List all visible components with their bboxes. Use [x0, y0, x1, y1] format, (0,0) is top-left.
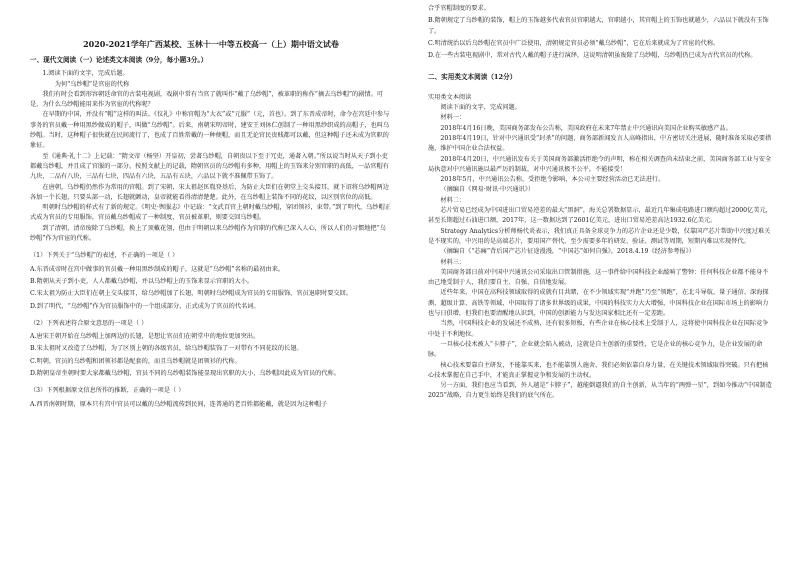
q3-option-c: C.明清统治以后乌纱帽在官员中广泛使用，清朝规定官员必须“戴乌纱帽”，它在后来就成为了官宦的代称。 [428, 39, 720, 47]
article-paragraph: 我们有时会看到形容朝廷命官的古装电视剧，戏剧中常有当官了就叫作“戴了乌纱帽”，被革职的称作“摘去乌纱帽”的剧情。可是，为什么乌纱帽能用来作为官宦的代称呢？ [30, 90, 383, 109]
material2-source: （摘编自《“芯痛”背后国产芯片征途漫漫，“中国芯”如何自强》，2018.4.19《经济参考报》） [440, 248, 695, 256]
q2-option-a: A.唐宋王朝开始在乌纱帽上加两边的长翅，是想让官员们在朝堂中的地位更加突出。 [30, 333, 260, 341]
title-spacer [30, 36, 392, 52]
q3-option-a-continued: 合乎官帽制度的要求。 [428, 5, 490, 12]
material1-paragraph: 2018年5月，中兴通讯公告称，受拒绝令影响，本公司主要经营活动已无法进行。 [440, 176, 665, 184]
material2-paragraph: Strategy Analytics分析师杨代炎表示，我们真正具备全球竞争力的芯片企业还是少数，仅靠国产芯片帮助中兴度过难关是不现实的，中兴用的是高端芯片，要用国产替代，至少需要多年的研发、验证、测试等周期，短期内难以实现替代。 [428, 227, 771, 245]
material3-paragraph: 美国商务部日前对中国中兴通讯公司采取出口管制措施，这一事件给中国科技企业敲响了警钟：任何科技企业都不能身不由己地受制于人，我们要自主、自强、自信地发展。 [428, 268, 769, 287]
material1-paragraph: 2018年4月16日晚，美国商务部发布公告称，美国政府在未来7年禁止中兴通讯向美国企业购买敏感产品。 [440, 124, 732, 132]
q1-stem: （1）下列关于“乌纱帽”的表述，不正确的一项是（ ） [30, 252, 179, 260]
spacer [428, 63, 772, 69]
article-paragraph: 到了清朝，清帝废除了乌纱帽，换上了顶戴花翎，但由于明朝以来乌纱帽作为官职的代称已深入人心，所以人们仍习惯地把“乌纱帽”作为官宦的代称。 [30, 224, 386, 243]
material2-label: 材料二： [440, 196, 466, 204]
material3-label: 材料三： [440, 258, 466, 266]
exam-title: 2020-2021学年广西某校、玉林十一中等五校高一（上）期中语文试卷 [83, 39, 339, 49]
material3-paragraph: 当然，中国科技企业的发展还不成熟，还有很多短板，有些企业在核心技术上受制于人，这将使中国科技企业在国际竞争中处于不利地位。 [428, 320, 769, 338]
q1-option-d: D.到了明代，“乌纱帽”作为官员服饰中的一个组成部分，正式成为了官员的代名词。 [30, 302, 260, 310]
question-intro: 1.阅读下面的文字，完成后题。 [42, 70, 129, 78]
material1-label: 材料一： [440, 114, 466, 122]
article-paragraph: 在唐朝，乌纱帽仍然作为常用的官帽。到了宋朝，宋太祖赵匡胤登基后，为防止大臣们在朝堂上交头接耳，就下诏将乌纱帽两边各加一个长翅，只要头部一动，长翅就颤动，皇帝就能看得清清楚楚。此外，在乌纱帽上装饰不同的花纹，以区别官位的高低。 [30, 183, 389, 201]
article-paragraph: 在早期的中国，并没有“帽”这样的叫法。《仪礼》中称官帽为“大衣”或“元服”（元，首也）。到了东晋成帝时，命令在宫廷中参与事务的官员戴一种用黑纱做成的帽子，叫做“乌纱帽”。后来，南朝宋明帝时，建安王刘休仁创制了一种用黑纱织成的高帽子，也叫乌纱帽。当时，这种帽子很快就在民间流行了，也成了百姓常戴的一种便帽，而且无论官民贵贱都可以戴，但这种帽子还未成为官职的象征。 [30, 111, 390, 150]
material1-paragraph: 2018年4月20日，中兴通讯发布关于美国商务部激活拒绝令的声明，称在相关调查尚未结束之前，美国商务部工业与安全局执意对中兴通讯施以最严厉的制裁，对中兴通讯极不公平，不能接受！ [428, 155, 772, 173]
section1-heading: 一、现代文阅读（一）论述类文本阅读（9分，每小题3分。） [30, 56, 208, 64]
q2-option-b: B.宋太祖时又改造了乌纱帽，为了区别上朝的各级官员，给乌纱帽装饰了一对带有不同花纹的长翅。 [30, 345, 303, 353]
q1-option-b: B.隋朝从天子到小吏，人人都戴乌纱帽，并以乌纱帽上的玉饰来显示官职的大小。 [30, 277, 254, 285]
material3-paragraph: 另一方面，我们也应当看到，外人越是“卡脖子”，越能倒逼我们的自主创新，从当年的“两弹一星”，到如今推动“中国制造2025”战略，自力更生始终是我们的底气所在。 [428, 382, 772, 400]
right-column [428, 4, 772, 556]
section2-heading: 二、实用类文本阅读（12分） [428, 73, 517, 82]
instruction: 阅读下面的文字，完成问题。 [440, 104, 521, 112]
left-column [30, 36, 392, 556]
q3-option-a: A.西晋南朝时期，原本只有宫中官员可以戴的乌纱帽流传到民间，连普通的老百姓都能戴，就是因为这种帽子 [30, 400, 328, 408]
material2-paragraph: 芯片贸易已经成为中国进出口贸易逆差的最大“黑洞”，海关总署数据显示，最近几年集成电路进口额均超过2000亿美元，甚至长期超过石油进口额，2017年，这一数据达到了2601亿美元，进出口贸易逆差高达1932.6亿美元。 [428, 207, 772, 225]
article-title: 为何“乌纱帽”是官宦的代称 [54, 80, 130, 88]
material3-paragraph: 核心技术要靠自主研发，不能靠买来，也不能靠别人施舍，我们必须依靠自身力量，在关键技术领域取得突破。只有把核心技术掌握在自己手中，才能真正掌握竞争和发展的主动权。 [428, 361, 769, 379]
q1-option-c: C.宋太祖为防止大臣们在朝上交头接耳，给乌纱帽加了长翅，明朝时乌纱帽成为官员的专用服饰，官员退职时要交回。 [30, 290, 353, 298]
q3-option-b: B.隋朝规定了乌纱帽的装饰，帽上的玉饰越多代表官员官职越大，官职越小，其官帽上的玉饰也就越少，六品以下就没有玉饰了。 [428, 17, 769, 35]
material1-source: （摘编自《网易·财讯·中兴通讯》） [440, 186, 535, 194]
article-paragraph: 至《通典·礼十二》上记载：“隋文帝（杨坚）开皇初，尝著乌纱帽，自朝贵以下至于冗吏，通著入朝。”所以说当时从天子到小吏都戴乌纱帽，并且成了官服的一部分。按照文献上的记载，隋朝官员的乌纱帽有多种，用帽上的玉饰来分别官职的高低，一品官帽有九块，二品有八块，三品有七块，四品有六块，五品有五块，六品以下就不准佩带玉饰了。 [30, 152, 389, 181]
q2-option-d: D.隋朝皇帝坐朝时要大家都戴乌纱帽，官员不同的乌纱帽装饰能显现出官职的大小，乌纱帽因此成为官员的代称。 [30, 370, 340, 378]
q2-stem: （2）下列表述符合原文意思的一项是（ ） [30, 319, 148, 327]
material3-paragraph: 一旦核心技术被人“卡脖子”，企业就会陷入被动，这就是自主创新的重要性，它是企业的核心竞争力，是企业发展的命脉。 [428, 340, 763, 359]
subheading: 实用类文本阅读 [428, 93, 472, 101]
q3-stem: （3）下列根据原文信息所作的推断，正确的一项是（ ） [30, 387, 185, 395]
material1-paragraph: 2018年4月19日，针对中兴通讯受“封杀”的问题，商务部新闻发言人高峰指出，中方密切关注进展，随时准备采取必要措施，维护中国企业合法权益。 [428, 134, 772, 153]
material3-paragraph: 近些年来，中国在高科技领域取得的成就有目共睹，在不少领域实现“并跑”乃至“领跑”，在北斗导航、量子通信、深海探测、超级计算、高铁等领域，中国取得了诸多世界级的成果，中国的科技实力大大增强，中国科技企业在国际市场上的影响力也与日俱增，但我们也要清醒地认识到，中国的创新能力与发达国家相比还有一定差距。 [428, 289, 769, 318]
article-paragraph: 明朝时乌纱帽的样式有了新的规定。《明史·舆服志》中记载：“文武百官上朝时戴乌纱帽，穿团领衫，束带。”到了明代，乌纱帽正式成为官员的专用服饰，官员戴乌纱帽成了一种制度，官员被革职，则要交回乌纱帽。 [30, 204, 391, 222]
q1-option-a: A.东晋成帝时在宫中做事的官员戴一种用黑纱制成的帽子，这就是“乌纱帽”名称的最初由来。 [30, 265, 285, 273]
q2-option-c: C.明朝，官员的乌纱帽和团领衫都是配套的，而且乌纱帽就是团领衫的代称。 [30, 357, 241, 365]
q3-option-d: D.在一些古装电视剧中，常对古代人戴的帽子进行演绎，这说明清朝虽废除了乌纱帽，乌纱帽仍已成为古代官员的代称。 [428, 52, 757, 60]
